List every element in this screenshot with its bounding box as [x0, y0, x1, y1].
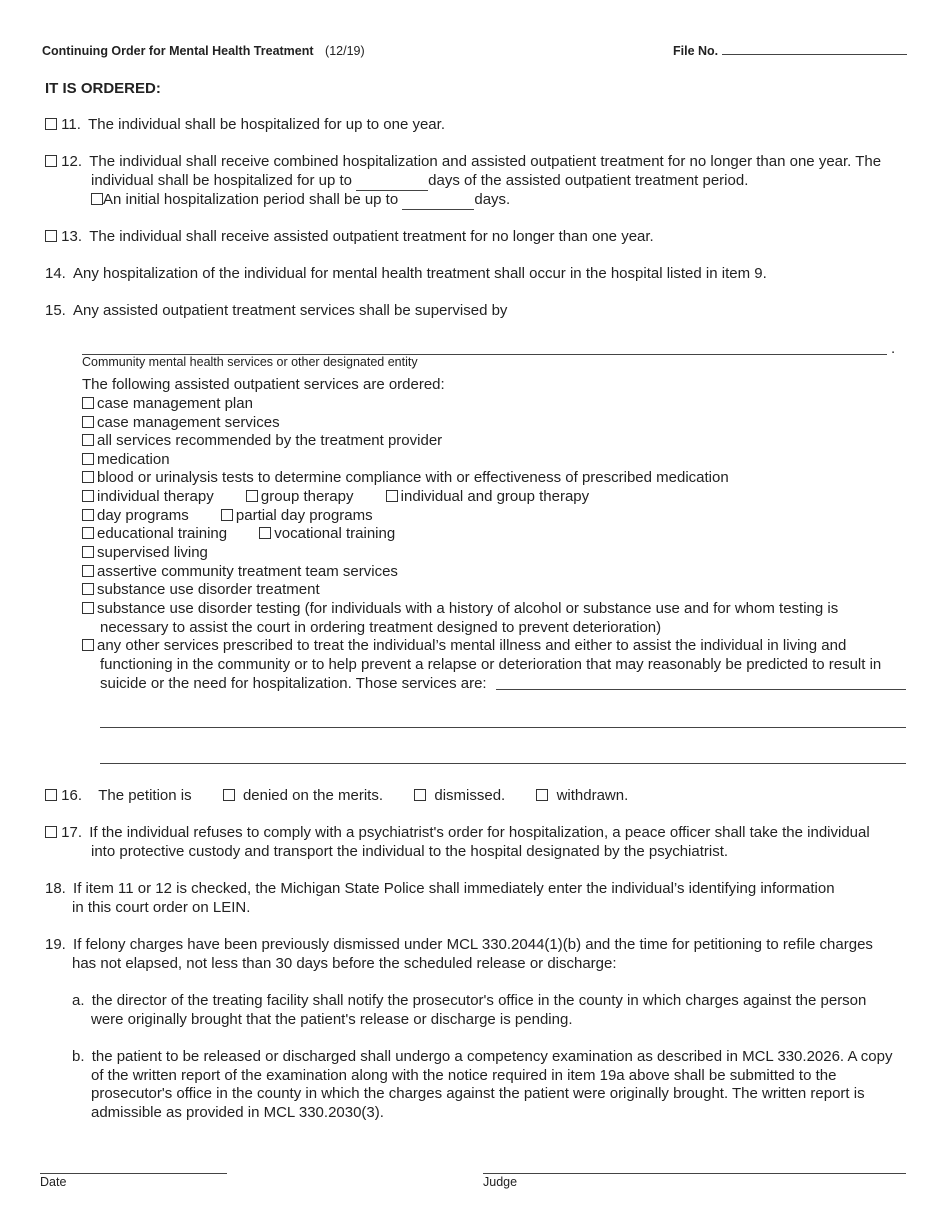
service-other-cont1: functioning in the community or to help prevent a relapse or deterioration that may reasonably be predicted to result in [100, 656, 882, 673]
item-12-number: 12. [61, 153, 83, 170]
service-sud-testing-cont: necessary to assist the court in ordering treatment designed to prevent deterioration) [100, 619, 662, 636]
item-12-line3 [91, 191, 510, 210]
item-12-line2 [91, 172, 748, 191]
item-19a-line1: the director of the treating facility shall notify the prosecutor's office in the county in which charges against the person [91, 992, 867, 1009]
initial-period-checkbox[interactable] [91, 193, 103, 205]
withdrawn-label: withdrawn. [556, 787, 629, 804]
service-label: partial day programs [235, 507, 373, 524]
item-12-checkbox[interactable] [45, 155, 57, 167]
item-16-text: The petition is [98, 787, 192, 804]
item-11 [45, 116, 445, 135]
service-checkbox[interactable] [82, 509, 94, 521]
service-therapy-row [82, 488, 589, 507]
item-11-number: 11. [61, 116, 81, 133]
service-checkbox[interactable] [82, 434, 94, 446]
service-all-recommended [82, 432, 442, 451]
service-label: individual and group therapy [400, 488, 590, 505]
service-label: case management plan [97, 395, 253, 412]
item-16-checkbox[interactable] [45, 789, 57, 801]
item-18-line1: If item 11 or 12 is checked, the Michigan State Police shall immediately enter the individual’s identifying information [73, 880, 835, 897]
item-12-line2a: individual shall be hospitalized for up to [91, 172, 352, 189]
service-sud-treatment [82, 581, 320, 600]
service-label: medication [97, 451, 170, 468]
item-12-line3b: days. [474, 191, 511, 208]
service-checkbox[interactable] [82, 397, 94, 409]
service-blood-urinalysis [82, 469, 729, 488]
item-12-line1: The individual shall receive combined hospitalization and assisted outpatient treatment for no longer than one year. The [89, 153, 882, 170]
service-checkbox[interactable] [386, 490, 398, 502]
item-19a [72, 992, 866, 1011]
judge-signature-field[interactable] [483, 1173, 906, 1174]
denied-label: denied on the merits. [242, 787, 384, 804]
item-12 [45, 153, 881, 172]
service-label: case management services [97, 414, 280, 431]
service-label: assertive community treatment team services [97, 563, 398, 580]
service-checkbox[interactable] [82, 416, 94, 428]
initial-period-days-field[interactable] [402, 195, 474, 210]
item-11-checkbox[interactable] [45, 118, 57, 130]
service-checkbox[interactable] [82, 583, 94, 595]
service-checkbox[interactable] [82, 490, 94, 502]
judge-label: Judge [483, 1175, 518, 1189]
service-label: substance use disorder testing (for individuals with a history of alcohol or substance use and for whom testing is [97, 600, 839, 617]
item-19b-line2: of the written report of the examination along with the notice required in item 19a above shall be submitted to the [91, 1067, 837, 1084]
services-intro: The following assisted outpatient services are ordered: [82, 376, 445, 393]
item-19b-line4: admissible as provided in MCL 330.2030(3). [91, 1104, 384, 1121]
item-17-checkbox[interactable] [45, 826, 57, 838]
service-label: group therapy [260, 488, 354, 505]
service-checkbox[interactable] [259, 527, 271, 539]
item-18-line2: in this court order on LEIN. [72, 899, 251, 916]
item-16-number: 16. [61, 787, 83, 804]
service-label: day programs [97, 507, 189, 524]
item-13-checkbox[interactable] [45, 230, 57, 242]
denied-checkbox[interactable] [223, 789, 235, 801]
item-14-number: 14. [45, 265, 66, 282]
item-14-text: Any hospitalization of the individual for mental health treatment shall occur in the hospital listed in item 9. [73, 265, 767, 282]
item-18-number: 18. [45, 880, 66, 897]
item-19b-line3: prosecutor's office in the county in which the charges against the patient were originally brought. The written report is [91, 1085, 865, 1102]
ordered-heading: IT IS ORDERED: [45, 80, 161, 97]
item-17-line1: If the individual refuses to comply with a psychiatrist's order for hospitalization, a peace officer shall take the individual [89, 824, 870, 841]
service-checkbox[interactable] [246, 490, 258, 502]
service-assertive-community [82, 563, 398, 582]
service-label: substance use disorder treatment [97, 581, 320, 598]
service-checkbox[interactable] [82, 527, 94, 539]
service-checkbox[interactable] [82, 639, 94, 651]
form-title [42, 44, 365, 58]
item-16 [45, 787, 628, 806]
service-label: all services recommended by the treatment provider [97, 432, 443, 449]
item-17-line2: into protective custody and transport the individual to the hospital designated by the psychiatrist. [91, 843, 729, 860]
item-15-text: Any assisted outpatient treatment services shall be supervised by [73, 302, 508, 319]
other-services-field-1[interactable] [496, 689, 906, 690]
form-revision: (12/19) [325, 44, 365, 58]
service-label: supervised living [97, 544, 208, 561]
service-case-management-plan [82, 395, 253, 414]
item-19-line2: has not elapsed, not less than 30 days before the scheduled release or discharge: [72, 955, 617, 972]
service-case-management-services [82, 414, 280, 433]
entity-period: . [891, 340, 896, 357]
item-11-text: The individual shall be hospitalized for up to one year. [88, 116, 445, 133]
dismissed-label: dismissed. [434, 787, 506, 804]
item-17 [45, 824, 870, 843]
service-label: blood or urinalysis tests to determine compliance with or effectiveness of prescribed medication [97, 469, 729, 486]
service-other [82, 637, 846, 656]
item-19b-line1: the patient to be released or discharged shall undergo a competency examination as described in MCL 330.2026. A copy [91, 1048, 893, 1065]
item-17-number: 17. [61, 824, 83, 841]
item-12-line2b: days of the assisted outpatient treatment period. [428, 172, 749, 189]
item-19-line1: If felony charges have been previously dismissed under MCL 330.2044(1)(b) and the time for petitioning to refile charges [73, 936, 873, 953]
service-checkbox[interactable] [221, 509, 233, 521]
other-services-field-3[interactable] [100, 763, 906, 764]
service-label: vocational training [274, 525, 396, 542]
service-checkbox[interactable] [82, 565, 94, 577]
other-services-field-2[interactable] [100, 727, 906, 728]
service-label: educational training [97, 525, 228, 542]
item-13 [45, 228, 654, 247]
item-19b-label: b. [72, 1048, 85, 1065]
file-number-field[interactable] [722, 54, 907, 55]
entity-caption: Community mental health services or other designated entity [82, 355, 418, 369]
date-label: Date [40, 1175, 67, 1189]
withdrawn-checkbox[interactable] [536, 789, 548, 801]
service-medication [82, 451, 170, 470]
item-19a-line2: were originally brought that the patient's release or discharge is pending. [91, 1011, 573, 1028]
service-other-cont2: suicide or the need for hospitalization. Those services are: [100, 675, 487, 692]
service-supervised-living [82, 544, 208, 563]
item-13-text: The individual shall receive assisted outpatient treatment for no longer than one year. [89, 228, 654, 245]
item-13-number: 13. [61, 228, 83, 245]
service-checkbox[interactable] [82, 546, 94, 558]
item-12-line3a: An initial hospitalization period shall be up to [103, 191, 399, 208]
service-checkbox[interactable] [82, 602, 94, 614]
item-18 [45, 880, 835, 899]
hospitalization-days-field[interactable] [356, 176, 428, 191]
item-19b [72, 1048, 892, 1067]
form-title-text: Continuing Order for Mental Health Treatment [42, 44, 314, 58]
file-number-label: File No. [673, 44, 719, 58]
item-15-number: 15. [45, 302, 66, 319]
item-19a-label: a. [72, 992, 85, 1009]
item-14 [45, 265, 767, 284]
service-day-programs-row [82, 507, 373, 526]
service-checkbox[interactable] [82, 471, 94, 483]
item-19-number: 19. [45, 936, 66, 953]
item-19 [45, 936, 873, 955]
dismissed-checkbox[interactable] [414, 789, 426, 801]
item-15 [45, 302, 507, 321]
service-checkbox[interactable] [82, 453, 94, 465]
service-training-row [82, 525, 395, 544]
service-label: any other services prescribed to treat the individual’s mental illness and either to assist the individual in living and [97, 637, 847, 654]
date-field[interactable] [40, 1173, 227, 1174]
service-label: individual therapy [97, 488, 214, 505]
service-sud-testing [82, 600, 838, 619]
